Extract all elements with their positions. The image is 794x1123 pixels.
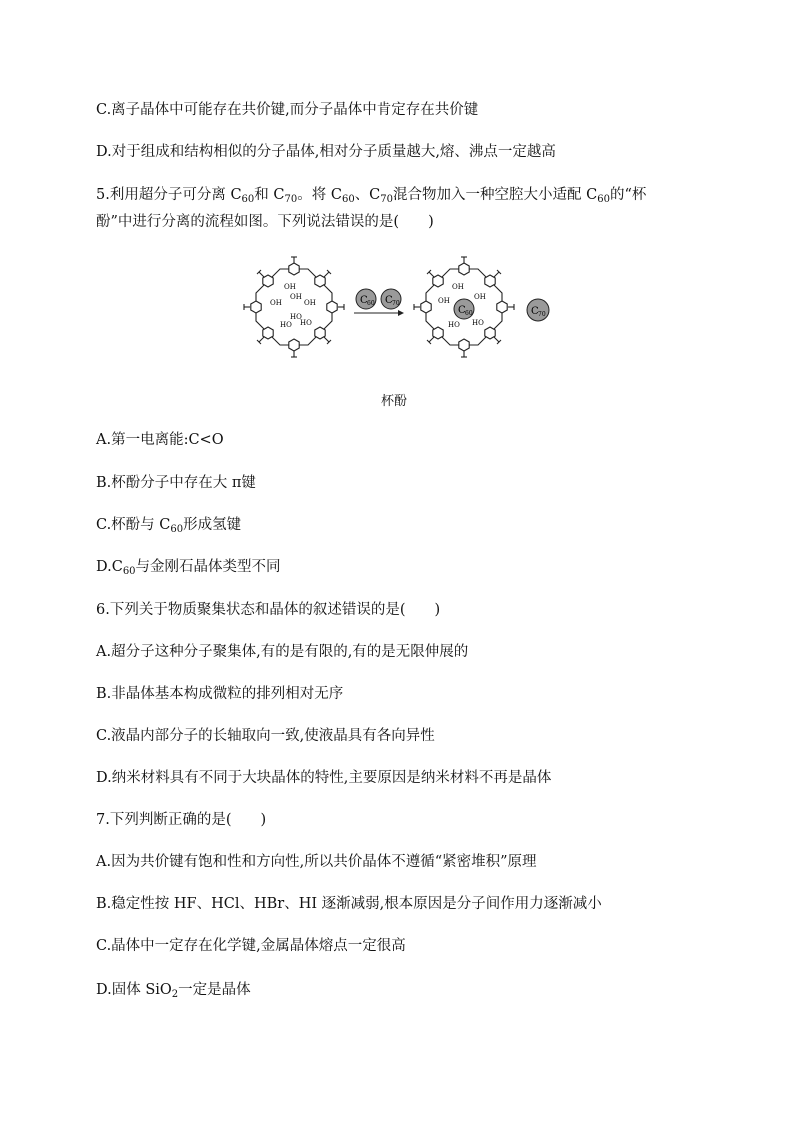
question-5-stem-line1: 5.利用超分子可分离 $C_{60}$和 $C_{70}$。将 $C_{60}$、$C_{70}$混合物加入一种空腔大小适配 $C_{60}$的“杯 <box>96 187 647 205</box>
svg-text:70: 70 <box>392 300 400 307</box>
svg-text:C: C <box>360 295 368 306</box>
calixarene-separation-figure <box>236 254 566 360</box>
svg-text:C: C <box>385 295 393 306</box>
option-7c: C.晶体中一定存在化学键,金属晶体熔点一定很高 <box>96 938 406 954</box>
ho-label: HO <box>300 319 312 327</box>
mixture-c60-c70 <box>354 289 404 316</box>
svg-text:60: 60 <box>465 310 473 317</box>
option-4c: C.离子晶体中可能存在共价键,而分子晶体中肯定存在共价键 <box>96 102 479 118</box>
figure-caption: 杯酚 <box>381 394 408 409</box>
svg-text:HO: HO <box>472 319 484 327</box>
svg-text:OH: OH <box>438 297 450 305</box>
option-4d: D.对于组成和结构相似的分子晶体,相对分子质量越大,熔、沸点一定越高 <box>96 144 556 160</box>
option-7d: D.固体 SiO$_2$一定是晶体 <box>96 982 251 1000</box>
svg-text:OH: OH <box>474 293 486 301</box>
svg-text:C: C <box>531 306 539 317</box>
oh-label: OH <box>284 283 296 291</box>
option-5b: B.杯酚分子中存在大 π键 <box>96 475 256 491</box>
option-7a: A.因为共价键有饱和性和方向性,所以共价晶体不遵循“紧密堆积”原理 <box>96 854 537 870</box>
question-5-stem-line2: 酚”中进行分离的流程如图。下列说法错误的是( ) <box>96 214 434 230</box>
option-6b: B.非晶体基本构成微粒的排列相对无序 <box>96 686 344 702</box>
oh-label: OH <box>304 299 316 307</box>
svg-text:60: 60 <box>367 300 375 307</box>
calixarene-with-c60 <box>414 257 514 357</box>
oh-label: OH <box>270 299 282 307</box>
svg-text:C: C <box>458 305 466 316</box>
option-6a: A.超分子这种分子聚集体,有的是有限的,有的是无限伸展的 <box>96 644 469 660</box>
option-6c: C.液晶内部分子的长轴取向一致,使液晶具有各向异性 <box>96 728 435 744</box>
ho-label: HO <box>290 313 302 321</box>
option-6d: D.纳米材料具有不同于大块晶体的特性,主要原因是纳米材料不再是晶体 <box>96 770 552 786</box>
svg-text:HO: HO <box>448 321 460 329</box>
ho-label: HO <box>280 321 292 329</box>
oh-label: OH <box>290 293 302 301</box>
option-7b: B.稳定性按 HF、HCl、HBr、HI 逐渐减弱,根本原因是分子间作用力逐渐减小 <box>96 896 602 912</box>
option-5d: $D.C_{60}$与金刚石晶体类型不同 <box>96 559 281 577</box>
separated-c70 <box>527 299 549 321</box>
svg-text:70: 70 <box>538 311 546 318</box>
option-5c: C.杯酚与 $C_{60}$形成氢键 <box>96 517 242 535</box>
calixarene-empty <box>244 257 344 357</box>
question-6-stem: 6.下列关于物质聚集状态和晶体的叙述错误的是( ) <box>96 602 441 618</box>
svg-text:OH: OH <box>452 283 464 291</box>
option-5a: A.第一电离能:C<O <box>96 432 224 448</box>
question-7-stem: 7.下列判断正确的是( ) <box>96 812 267 828</box>
